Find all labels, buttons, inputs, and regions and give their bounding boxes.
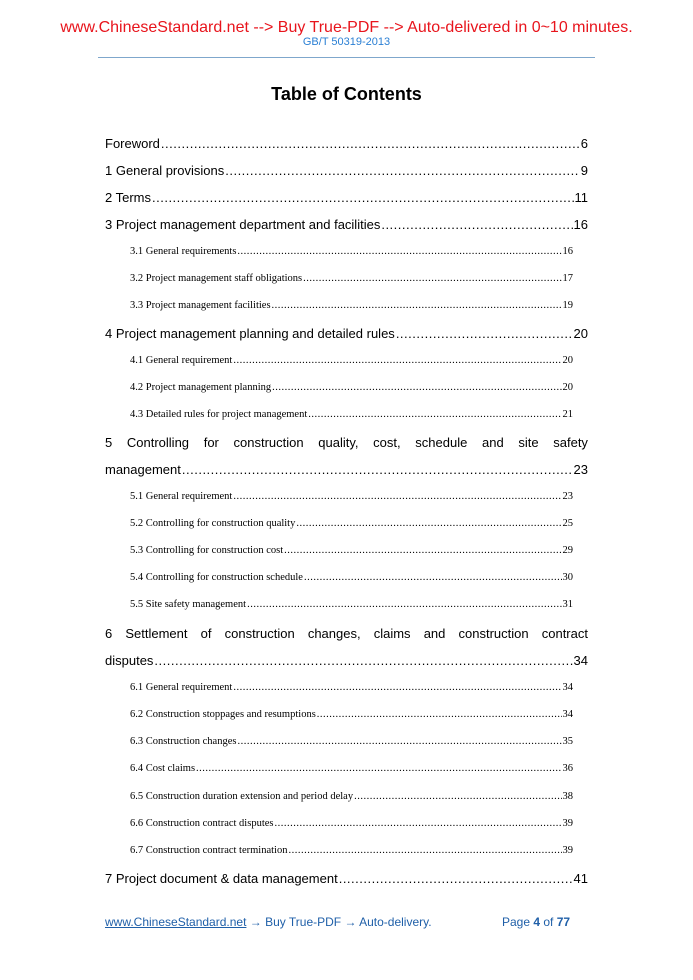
toc-leader-dots [272, 381, 561, 394]
toc-word: site [518, 435, 539, 450]
toc-entry-section-5-line1[interactable] [105, 435, 588, 451]
toc-page-number: 23 [562, 491, 573, 502]
toc-word: changes, [307, 626, 361, 641]
toc-label: 6.3 Construction changes [130, 736, 237, 747]
toc-word: Settlement [125, 626, 188, 641]
toc-label: 5.5 Site safety management [130, 599, 247, 610]
toc-entry-foreword[interactable] [105, 136, 588, 152]
toc-label: 6.1 General requirement [130, 682, 233, 693]
toc-leader-dots [396, 326, 573, 342]
toc-entry-6-1[interactable] [130, 681, 573, 694]
toc-page-number: 9 [580, 163, 588, 178]
toc-word: claims [373, 626, 411, 641]
toc-word: and [482, 435, 504, 450]
toc-word: 6 [105, 626, 113, 641]
toc-entry-3-2[interactable] [130, 272, 573, 285]
toc-page-number: 16 [573, 217, 588, 232]
toc-entry-5-1[interactable] [130, 490, 573, 503]
toc-label: 4.1 General requirement [130, 355, 233, 366]
toc-entry-section-4[interactable] [105, 326, 588, 342]
toc-leader-dots [317, 708, 562, 721]
toc-entry-4-1[interactable] [130, 354, 573, 367]
toc-entry-section-1[interactable] [105, 163, 588, 179]
toc-page-number: 29 [562, 545, 573, 556]
toc-label: 5.4 Controlling for construction schedule [130, 572, 303, 583]
toc-leader-dots [233, 490, 561, 503]
toc-leader-dots [247, 598, 561, 611]
toc-leader-dots [381, 217, 572, 233]
toc-label: 3 Project management department and facilities [105, 217, 381, 232]
toc-label: 2 Terms [105, 190, 151, 205]
toc-leader-dots [196, 762, 561, 775]
toc-word: quality, [318, 435, 359, 450]
toc-entry-section-5-line2[interactable] [105, 462, 588, 478]
toc-page-number: 23 [573, 462, 588, 477]
toc-entry-section-6-line2[interactable] [105, 653, 588, 669]
toc-entry-section-7[interactable] [105, 871, 588, 887]
toc-page-number: 19 [562, 300, 573, 311]
toc-label: 6.7 Construction contract termination [130, 845, 288, 856]
toc-entry-6-4[interactable] [130, 762, 573, 775]
toc-page-number: 35 [562, 736, 573, 747]
toc-word: Controlling [126, 435, 190, 450]
toc-leader-dots [274, 817, 561, 830]
toc-entry-section-3[interactable] [105, 217, 588, 233]
toc-entry-6-7[interactable] [130, 844, 573, 857]
toc-leader-dots [237, 735, 561, 748]
footer-promo [105, 915, 432, 929]
toc-label: 4.2 Project management planning [130, 382, 272, 393]
current-page-number: 4 [533, 915, 541, 929]
toc-page-number: 25 [562, 518, 573, 529]
toc-entry-4-2[interactable] [130, 381, 573, 394]
toc-page-number: 6 [580, 136, 588, 151]
toc-leader-dots [288, 844, 561, 857]
toc-leader-dots [161, 136, 580, 152]
toc-word: of [200, 626, 212, 641]
toc-label: 1 General provisions [105, 163, 225, 178]
toc-entry-section-2[interactable] [105, 190, 588, 206]
toc-label: 4.3 Detailed rules for project management [130, 409, 308, 420]
toc-word: safety [553, 435, 588, 450]
toc-leader-dots [233, 354, 561, 367]
toc-word: for [203, 435, 219, 450]
toc-leader-dots [272, 299, 562, 312]
toc-page-number: 39 [562, 818, 573, 829]
toc-page-number: 20 [573, 326, 588, 341]
toc-label: 5.3 Controlling for construction cost [130, 545, 284, 556]
toc-page-number: 17 [562, 273, 573, 284]
of-word: of [540, 915, 557, 929]
toc-word: cost, [373, 435, 401, 450]
toc-entry-section-6-line1[interactable] [105, 626, 588, 642]
toc-page-number: 20 [562, 355, 573, 366]
toc-entry-5-2[interactable] [130, 517, 573, 530]
toc-page-number: 20 [562, 382, 573, 393]
toc-word: and [423, 626, 446, 641]
toc-page-number: 11 [574, 190, 588, 205]
toc-page-number: 16 [562, 246, 573, 257]
toc-page-number: 34 [573, 653, 588, 668]
toc-leader-dots [354, 790, 561, 803]
toc-label: 6.2 Construction stoppages and resumptions [130, 709, 316, 720]
total-page-number: 77 [556, 915, 571, 929]
toc-word: schedule [415, 435, 468, 450]
toc-label: 6.6 Construction contract disputes [130, 818, 274, 829]
toc-page-number: 38 [562, 791, 573, 802]
toc-entry-6-3[interactable] [130, 735, 573, 748]
toc-leader-dots [233, 681, 561, 694]
toc-leader-dots [225, 163, 580, 179]
toc-label: disputes [105, 653, 154, 668]
toc-entry-3-3[interactable] [130, 299, 573, 312]
toc-leader-dots [154, 653, 572, 669]
toc-entry-6-2[interactable] [130, 708, 573, 721]
footer-page-indicator [502, 915, 570, 929]
toc-word: construction [458, 626, 529, 641]
toc-leader-dots [339, 871, 573, 887]
toc-entry-3-1[interactable] [130, 245, 573, 258]
toc-label: Foreword [105, 136, 160, 151]
toc-leader-dots [304, 571, 562, 584]
standard-number-header: GB/T 50319-2013 [302, 36, 391, 48]
toc-leader-dots [303, 272, 561, 285]
toc-label: 4 Project management planning and detailed rules [105, 326, 395, 341]
toc-entry-6-5[interactable] [130, 790, 573, 803]
toc-leader-dots [296, 517, 561, 530]
toc-label: 6.5 Construction duration extension and period delay [130, 791, 354, 802]
toc-leader-dots [284, 544, 561, 557]
footer-site-link[interactable]: www.ChineseStandard.net [105, 915, 247, 929]
toc-label: 3.2 Project management staff obligations [130, 273, 303, 284]
toc-page-number: 31 [562, 599, 573, 610]
toc-page-number: 30 [562, 572, 573, 583]
top-promo-banner[interactable]: www.ChineseStandard.net --> Buy True-PDF --> Auto-delivered in 0~10 minutes. [60, 19, 633, 36]
toc-entry-6-6[interactable] [130, 817, 573, 830]
toc-page-number: 21 [562, 409, 573, 420]
toc-label: 3.3 Project management facilities [130, 300, 271, 311]
toc-label: management [105, 462, 181, 477]
page-word: Page [502, 915, 534, 929]
toc-leader-dots [237, 245, 561, 258]
toc-leader-dots [308, 408, 561, 421]
toc-label: 5.2 Controlling for construction quality [130, 518, 296, 529]
footer-promo-text: → Buy True-PDF → Auto-delivery. [246, 915, 432, 929]
toc-leader-dots [152, 190, 574, 206]
toc-label: 7 Project document & data management [105, 871, 338, 886]
page-title: Table of Contents [271, 84, 422, 104]
toc-entry-5-5[interactable] [130, 598, 573, 611]
toc-word: construction [224, 626, 295, 641]
toc-label: 6.4 Cost claims [130, 763, 196, 774]
toc-label: 3.1 General requirements [130, 246, 237, 257]
toc-page-number: 41 [573, 871, 588, 886]
toc-word: 5 [105, 435, 113, 450]
toc-entry-4-3[interactable] [130, 408, 573, 421]
toc-page-number: 34 [562, 709, 573, 720]
toc-label: 5.1 General requirement [130, 491, 233, 502]
toc-entry-5-4[interactable] [130, 571, 573, 584]
toc-entry-5-3[interactable] [130, 544, 573, 557]
toc-page-number: 36 [562, 763, 573, 774]
toc-word: construction [233, 435, 304, 450]
toc-page-number: 39 [562, 845, 573, 856]
toc-leader-dots [182, 462, 573, 478]
toc-page-number: 34 [562, 682, 573, 693]
toc-word: contract [541, 626, 588, 641]
